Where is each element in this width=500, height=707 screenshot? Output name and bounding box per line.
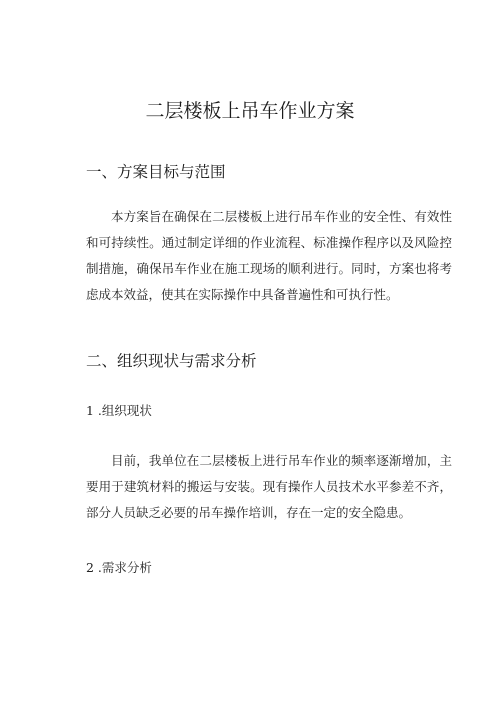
section-1-paragraph: 本方案旨在确保在二层楼板上进行吊车作业的安全性、有效性和可持续性。通过制定详细的作业流程、标准操作程序以及风险控制措施，确保吊车作业在施工现场的顺利进行。同时，方案也将考虑成本效益，使其在实际操作中具备普遍性和可执行性。	[86, 209, 452, 302]
subsection-1-paragraph: 目前，我单位在二层楼板上进行吊车作业的频率逐渐增加，主要用于建筑材料的搬运与安装。现有操作人员技术水平参差不齐，部分人员缺乏必要的吊车操作培训，存在一定的安全隐患。	[86, 453, 452, 520]
section-2-heading: 二、组织现状与需求分析	[86, 352, 257, 370]
subsection-2-heading: 2 .需求分析	[86, 560, 152, 575]
document-title: 二层楼板上吊车作业方案	[145, 100, 355, 122]
section-1-heading: 一、方案目标与范围	[86, 163, 226, 181]
subsection-1-heading: 1 .组织现状	[86, 403, 152, 418]
